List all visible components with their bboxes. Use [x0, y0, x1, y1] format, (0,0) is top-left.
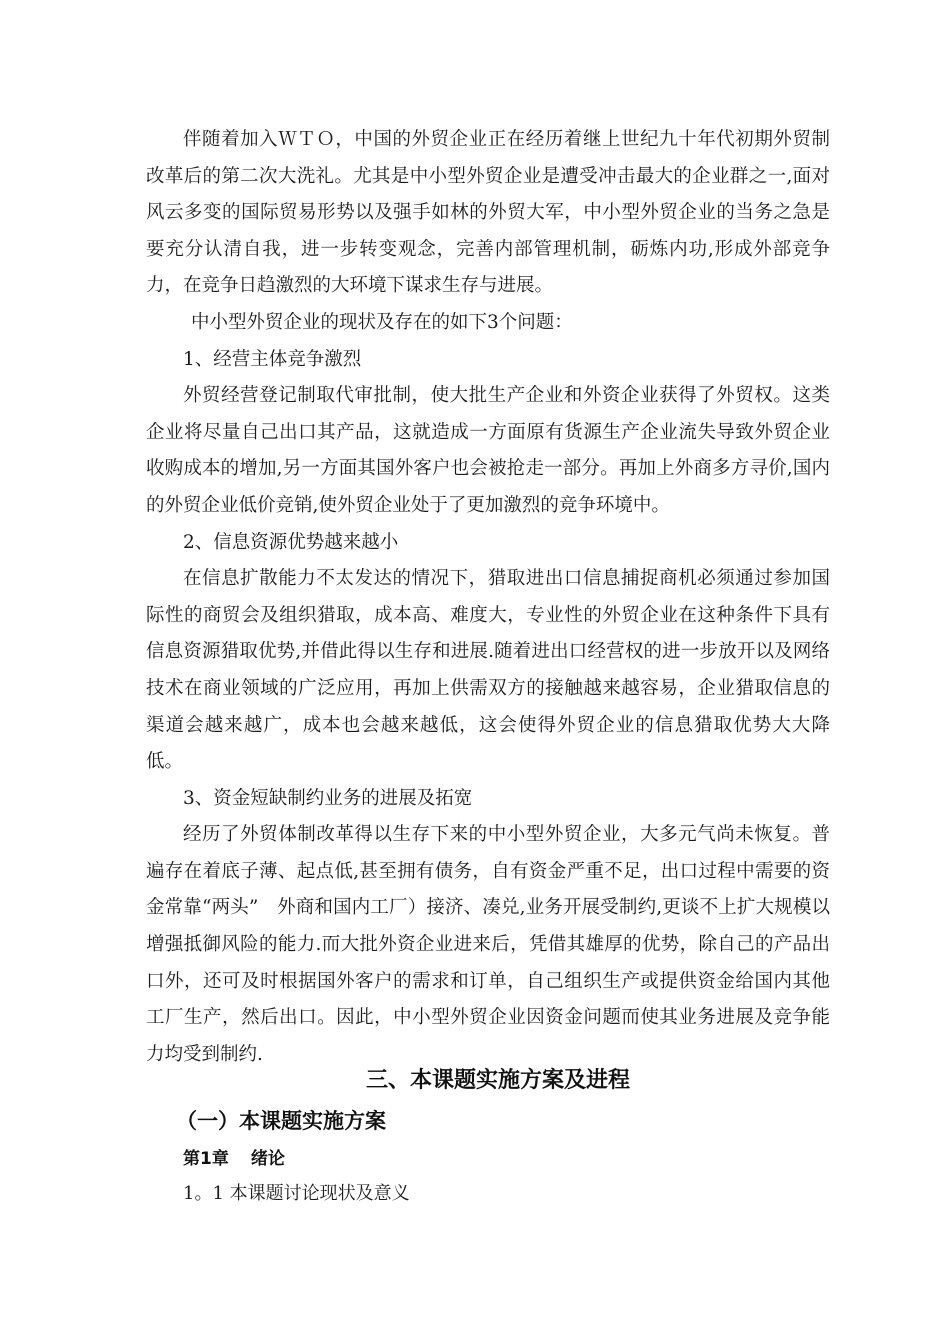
subsection-title: （一）本课题实施方案 [176, 1109, 386, 1133]
item3-paragraph: 经历了外贸体制改革得以生存下来的中小型外贸企业，大多元气尚未恢复。普遍存在着底子薄、起点低,甚至拥有债务，自有资金严重不足，出口过程中需要的资金常靠“两头” 外商和国内工厂）接济、凑兑,业务开展受制约,更谈不上扩大规模以增强抵御风险的能力.而大批外资企业进来后，凭借其雄厚的优势，除自己的产品出口外，还可及时根据国外客户的需求和订单，自己组织生产或提供资金给国内其他工厂生产，然后出口。因此，中小型外贸企业因资金问题而使其业务进展及竞争能力均受到制约. [146, 824, 830, 1065]
item2-paragraph: 在信息扩散能力不太发达的情况下，猎取进出口信息捕捉商机必须通过参加国际性的商贸会及组织猎取，成本高、难度大，专业性的外贸企业在这种条件下具有信息资源猎取优势,并借此得以生存和进展.随着进出口经营权的进一步放开以及网络技术在商业领域的广泛应用，再加上供需双方的接触越来越容易，企业猎取信息的渠道会越来越广，成本也会越来越低，这会使得外贸企业的信息猎取优势大大降低。 [146, 568, 830, 773]
item2-heading: 2、信息资源优势越来越小 [183, 531, 399, 553]
chapter-number: 第1章 [183, 1149, 229, 1169]
item1-heading: 1、经营主体竞争激烈 [183, 348, 362, 370]
body-text [146, 122, 830, 1073]
item1-paragraph: 外贸经营登记制取代审批制，使大批生产企业和外资企业获得了外贸权。这类企业将尽量自己出口其产品，这就造成一方面原有货源生产企业流失导致外贸企业收购成本的增加,另一方面其国外客户也会被抢走一部分。再加上外商多方寻价,国内的外贸企业低价竞销,使外贸企业处于了更加激烈的竞争环境中。 [146, 385, 830, 516]
problems-lead-paragraph: 中小型外贸企业的现状及存在的如下3个问题： [191, 311, 573, 333]
section-item-title: 1。1 本课题讨论现状及意义 [183, 1183, 410, 1204]
chapter-title [183, 1146, 285, 1172]
intro-paragraph: 伴随着加入ＷＴＯ，中国的外贸企业正在经历着继上世纪九十年代初期外贸制改革后的第二次大洗礼。尤其是中小型外贸企业是遭受冲击最大的企业群之一,面对风云多变的国际贸易形势以及强手如林的外贸大军，中小型外贸企业的当务之急是要充分认清自我，进一步转变观念，完善内部管理机制，砺炼内功,形成外部竞争力，在竞争日趋激烈的大环境下谋求生存与进展。 [146, 129, 830, 297]
chapter-name: 绪论 [250, 1149, 285, 1169]
section-title: 三、本课题实施方案及进程 [365, 1068, 630, 1093]
item3-heading: 3、资金短缺制约业务的进展及拓宽 [183, 787, 473, 809]
